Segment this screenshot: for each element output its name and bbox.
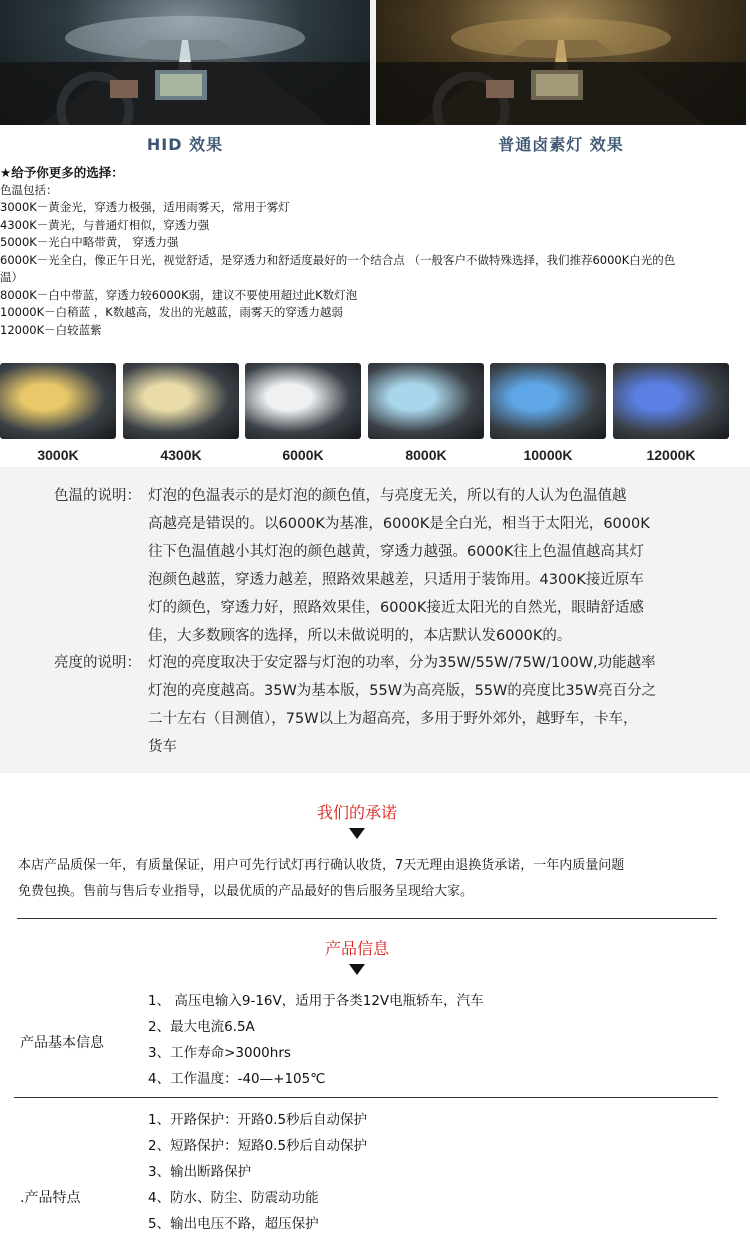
promise-title: 我们的承诺 — [316, 803, 397, 822]
promise-line: 免费包换。售前与售后专业指导，以最优质的产品最好的售后服务呈现给大家。 — [18, 884, 474, 899]
explain-line: 灯的颜色，穿透力好，照路效果佳，6000K接近太阳光的自然光，眼睛舒适感 — [148, 600, 644, 616]
basic-info-list — [148, 988, 484, 1092]
explanation-panel — [0, 467, 750, 773]
product-info-title: 产品信息 — [324, 939, 389, 958]
features-label: .产品特点 — [20, 1190, 81, 1206]
hid-effect-caption: HID 效果 — [146, 135, 224, 154]
lamp-sample-6000k — [245, 363, 361, 463]
headlamp-photo — [245, 363, 361, 439]
explain-line: 往下色温值越小其灯泡的颜色越黄，穿透力越强。6000K往上色温值越高其灯 — [148, 544, 644, 560]
lamp-label: 8000K — [405, 447, 447, 463]
halogen-effect-scene — [376, 0, 746, 125]
section-divider — [14, 1097, 718, 1098]
down-arrow-icon — [349, 964, 365, 975]
feature-item: 2、短路保护：短路0.5秒后自动保护 — [148, 1138, 368, 1154]
section-divider — [17, 918, 717, 919]
headlamp-samples — [0, 363, 750, 463]
explain-line: 佳，大多数顾客的选择，所以未做说明的，本店默认发6000K的。 — [148, 628, 572, 644]
hero-comparison — [0, 0, 750, 162]
lamp-sample-4300k — [123, 363, 239, 463]
basic-info-item: 3、工作寿命>3000hrs — [148, 1045, 291, 1061]
option-line: 10000K－白稍蓝 ，K数越高，发出的光越蓝，雨雾天的穿透力越弱 — [0, 305, 343, 319]
feature-item: 1、开路保护：开路0.5秒后自动保护 — [148, 1112, 368, 1128]
lamp-label: 10000K — [523, 447, 573, 463]
headlamp-photo — [368, 363, 484, 439]
explain-line: 灯泡的亮度越高。35W为基本版，55W为高亮版，55W的亮度比35W亮百分之 — [148, 683, 657, 699]
options-intro: 色温包括： — [0, 182, 58, 197]
hid-effect-photo — [0, 0, 370, 125]
feature-item: 4、防水、防尘、防震动功能 — [148, 1190, 319, 1206]
features-list — [148, 1107, 367, 1237]
brightness-explanation — [54, 649, 694, 761]
feature-item: 3、输出断路保护 — [148, 1164, 252, 1180]
option-line: 4300K－黄光，与普通灯相似，穿透力强 — [0, 217, 210, 232]
lamp-label: 4300K — [160, 447, 202, 463]
brightness-label: 亮度的说明： — [54, 655, 141, 671]
down-arrow-icon — [349, 828, 365, 839]
promise-text — [18, 853, 730, 905]
color-temp-text — [148, 482, 708, 650]
option-line: 温） — [0, 270, 23, 284]
color-options-section — [0, 164, 750, 339]
lamp-label: 3000K — [37, 447, 79, 463]
lamp-sample-12000k — [613, 363, 729, 463]
explain-line: 泡颜色越蓝，穿透力越差，照路效果越差，只适用于装饰用。4300K接近原车 — [148, 572, 644, 588]
explain-line: 货车 — [148, 739, 177, 755]
headlamp-photo — [0, 363, 116, 439]
explain-line: 灯泡的亮度取决于安定器与灯泡的功率，分为35W/55W/75W/100W,功能越率 — [148, 655, 656, 671]
color-temp-label: 色温的说明： — [54, 488, 141, 504]
options-heading: ★给予你更多的选择： — [0, 165, 124, 180]
lamp-label: 12000K — [646, 447, 696, 463]
explain-line: 二十左右（目测值），75W以上为超高亮，多用于野外郊外，越野车，卡车， — [148, 711, 638, 727]
basic-info-item: 2、最大电流6.5A — [148, 1019, 255, 1035]
headlamp-photo — [490, 363, 606, 439]
lamp-sample-8000k — [368, 363, 484, 463]
color-temp-explanation — [54, 482, 694, 650]
explain-line: 灯泡的色温表示的是灯泡的颜色值，与亮度无关，所以有的人认为色温值越 — [148, 488, 627, 504]
halogen-effect-caption: 普通卤素灯 效果 — [498, 135, 624, 154]
basic-info-item: 1、 高压电输入9-16V，适用于各类12V电瓶轿车，汽车 — [148, 993, 484, 1009]
brightness-text — [148, 649, 708, 761]
lamp-sample-3000k — [0, 363, 116, 463]
headlamp-photo — [123, 363, 239, 439]
option-line: 3000K－黄金光，穿透力极强，适用雨雾天，常用于雾灯 — [0, 200, 290, 214]
promise-line: 本店产品质保一年，有质量保证，用户可先行试灯再行确认收货，7天无理由退换货承诺，一年内质量问题 — [18, 858, 625, 873]
halogen-effect-photo — [376, 0, 746, 125]
option-line: 5000K－光白中略带黄， 穿透力强 — [0, 235, 179, 249]
option-line: 12000K－白较蓝紫 — [0, 322, 102, 337]
feature-item: 5、输出电压不路，超压保护 — [148, 1216, 319, 1232]
lamp-label: 6000K — [282, 447, 324, 463]
explain-line: 高越亮是错误的。以6000K为基准，6000K是全白光，相当于太阳光，6000K — [148, 516, 650, 532]
basic-info-label: 产品基本信息 — [20, 1035, 104, 1051]
option-line: 8000K－白中带蓝，穿透力较6000K弱，建议不要使用超过此K数灯泡 — [0, 287, 358, 302]
basic-info-item: 4、工作温度：-40—+105℃ — [148, 1071, 326, 1087]
option-line: 6000K－光全白，像正午日光，视觉舒适，是穿透力和舒适度最好的一个结合点 （一般客户不做特殊选择，我们推荐6000K白光的色 — [0, 252, 676, 267]
lamp-sample-10000k — [490, 363, 606, 463]
headlamp-photo — [613, 363, 729, 439]
hid-effect-scene — [0, 0, 370, 125]
